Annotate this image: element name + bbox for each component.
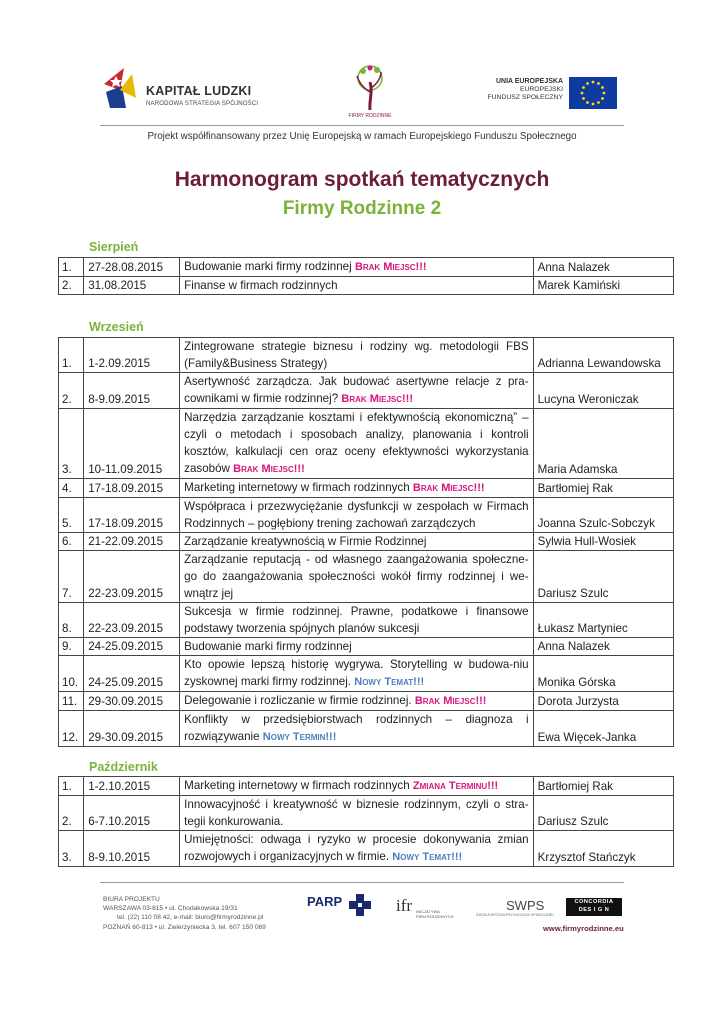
topic-text: Asertywność zarządcza. Jak budować asertywne relacje z pra-cownikami w firmie rodzinnej? [184,375,529,405]
footer-poznan: POZNAŃ 60-813 • ul. Zwierzyniecka 3, tel. 607 150 069 [103,923,266,931]
topic-text: Zarządzanie kreatywnością w Firmie Rodzinnej [184,535,427,548]
schedule-table-pazdziernik [58,776,674,867]
row-number: 2. [59,373,84,409]
footer-warszawa: WARSZAWA 03-815 • ul. Chodakowska 19/31 [103,905,238,913]
status-tag: Brak Miejsc!!! [412,482,485,494]
row-number: 1. [59,338,84,373]
topic-text: Narzędzia zarządzanie kosztami i efektywnością ekonomiczną” – czyli o metodach i sposobach analizy, planowania i kontroli kosztów, kalkulacji cen oraz oceny efektywności wykorzystania zasobów [184,411,529,475]
row-date: 22-23.09.2015 [84,603,180,638]
month-heading-pazdziernik: Październik [89,760,158,774]
kapital-ludzki-logo [102,64,272,124]
cofinancing-note: Projekt współfinansowany przez Unię Europejską w ramach Europejskiego Funduszu Społecznego [147,131,577,142]
page-subtitle: Firmy Rodzinne 2 [282,198,442,219]
table-row [59,479,674,498]
kapital-ludzki-emblem-icon [102,64,142,112]
row-number: 1. [59,258,84,277]
row-date: 22-23.09.2015 [84,551,180,603]
status-tag: Brak Miejsc!!! [233,463,305,475]
row-number: 1. [59,777,84,796]
swps-logo: SWPS [506,898,545,913]
concordia-logo [566,898,622,916]
row-speaker: Łukasz Martyniec [533,603,673,638]
row-number: 4. [59,479,84,498]
footer-biura: BIURA PROJEKTU [103,896,160,903]
row-date: 6-7.10.2015 [84,796,180,831]
row-number: 11. [59,692,84,711]
eu-line1: UNIA EUROPEJSKA [495,78,563,85]
row-date: 1-2.09.2015 [84,338,180,373]
table-row [59,373,674,409]
topic-text: Finanse w firmach rodzinnych [184,279,338,292]
table-row [59,409,674,479]
topic-text: Budowanie marki firmy rodzinnej [184,640,352,653]
topic-text: Budowanie marki firmy rodzinnej [184,260,352,273]
table-row [59,498,674,533]
concordia-line2: DES I G N [578,907,610,913]
row-topic [180,603,533,638]
table-row [59,656,674,692]
schedule-table-wrzesien [58,337,674,747]
website-link[interactable]: www.firmyrodzinne.eu [543,924,624,933]
row-number: 3. [59,409,84,479]
table-row [59,603,674,638]
topic-text: Sukcesja w firmie rodzinnej. Prawne, podatkowe i finansowe podstawy tworzenia spójnych planów sukcesji [184,605,529,635]
row-date: 27-28.08.2015 [84,258,180,277]
table-row [59,796,674,831]
topic-text: Kto opowie lepszą historię wygrywa. Storytelling w budowa-niu zyskownej marki firmy rodzinnej. [184,658,529,688]
table-row [59,638,674,656]
row-date: 8-9.10.2015 [84,831,180,867]
footer-divider [100,882,624,883]
row-speaker: Anna Nalazek [533,638,673,656]
row-number: 2. [59,277,84,295]
status-tag: Brak Miejsc!!! [354,261,427,273]
row-number: 3. [59,831,84,867]
row-number: 7. [59,551,84,603]
row-topic [180,711,533,747]
table-row [59,533,674,551]
row-speaker: Maria Adamska [533,409,673,479]
topic-text: Zarządzanie reputacją - od własnego zaangażowania społeczne-go do zaangażowania społeczności wokół firmy rodzinnej i we-wnątrz jej [184,553,529,600]
status-tag: Brak Miejsc!!! [341,393,413,405]
topic-text: Marketing internetowy w firmach rodzinnych [184,779,410,792]
row-topic [180,692,533,711]
swps-subtitle: SZKOŁA WYŻSZA PSYCHOLOGII SPOŁECZNEJ [476,913,554,917]
table-row [59,831,674,867]
row-speaker: Dorota Jurzysta [533,692,673,711]
row-number: 5. [59,498,84,533]
row-date: 8-9.09.2015 [84,373,180,409]
row-speaker: Lucyna Weroniczak [533,373,673,409]
ifr-logo: ifr [396,896,413,915]
eu-line3: FUNDUSZ SPOŁECZNY [487,94,563,101]
ifr-subtitle [416,909,454,919]
row-topic [180,338,533,373]
row-topic [180,533,533,551]
row-topic [180,831,533,867]
row-topic [180,373,533,409]
row-topic [180,796,533,831]
row-topic [180,409,533,479]
topic-text: Marketing internetowy w firmach rodzinnych [184,481,410,494]
month-heading-sierpien: Sierpień [89,240,139,254]
header-divider [100,125,624,126]
row-speaker: Joanna Szulc-Sobczyk [533,498,673,533]
row-date: 24-25.09.2015 [84,638,180,656]
kapital-ludzki-subtitle: NARODOWA STRATEGIA SPÓJNOŚCI [146,101,259,107]
eu-logo [487,78,617,108]
row-topic [180,551,533,603]
table-row [59,692,674,711]
table-row [59,777,674,796]
row-date: 17-18.09.2015 [84,498,180,533]
firmy-rodzinne-label: FIRMY RODZINNE [348,113,392,119]
row-speaker: Marek Kamiński [533,277,673,295]
firmy-rodzinne-logo [335,62,405,124]
ifr-sub2: FIRM RODZINNYCH [416,914,454,919]
topic-text: Umiejętności: odwaga i ryzyko w procesie dokonywania zmian rozwojowych i organizacyjnych w firmie. [184,833,529,863]
status-tag: Brak Miejsc!!! [414,695,487,707]
row-speaker: Adrianna Lewandowska [533,338,673,373]
month-heading-wrzesien: Wrzesień [89,320,144,334]
footer-address [103,895,266,932]
row-date: 17-18.09.2015 [84,479,180,498]
table-row [59,277,674,295]
topic-text: Współpraca i przezwyciężanie dysfunkcji w zespołach w Firmach Rodzinnych – pogłębiony trening zachowań zarządczych [184,500,529,530]
row-topic [180,258,533,277]
row-date: 29-30.09.2015 [84,692,180,711]
topic-text: Delegowanie i rozliczanie w firmie rodzinnej. [184,694,412,707]
row-topic [180,638,533,656]
family-tree-icon [335,62,405,114]
topic-text: Zintegrowane strategie biznesu i rodziny wg. metodologii FBS (Family&Business Strategy) [184,340,529,370]
row-topic [180,498,533,533]
row-number: 9. [59,638,84,656]
concordia-line1: CONCORDIA [574,899,614,905]
table-row [59,711,674,747]
table-row [59,338,674,373]
row-speaker: Anna Nalazek [533,258,673,277]
row-speaker: Bartłomiej Rak [533,777,673,796]
row-number: 2. [59,796,84,831]
status-tag: Zmiana Terminu!!! [412,780,499,792]
footer-tel: tel. (22) 110 08 42, e-mail: biuro@firmyrodzinne.pl [117,914,264,922]
parp-logo: PARP [307,894,343,909]
status-tag: Nowy Termin!!! [262,731,337,743]
row-date: 29-30.09.2015 [84,711,180,747]
row-number: 6. [59,533,84,551]
parp-mark-icon [349,894,371,921]
page-title: Harmonogram spotkań tematycznych [174,168,550,191]
ifr-sub1: INICJATYWA [416,909,440,914]
row-topic [180,277,533,295]
eu-flag-icon [569,77,617,109]
topic-text: Konflikty w przedsiębiorstwach rodzinnych – diagnoza i rozwiązywanie [184,713,529,743]
row-number: 8. [59,603,84,638]
row-speaker: Bartłomiej Rak [533,479,673,498]
row-date: 1-2.10.2015 [84,777,180,796]
schedule-table-sierpien [58,257,674,295]
kapital-ludzki-title: KAPITAŁ LUDZKI [146,84,252,98]
status-tag: Nowy Temat!!! [354,676,425,688]
row-number: 10. [59,656,84,692]
row-speaker: Sylwia Hull-Wosiek [533,533,673,551]
row-date: 31.08.2015 [84,277,180,295]
row-date: 10-11.09.2015 [84,409,180,479]
row-speaker: Monika Górska [533,656,673,692]
eu-line2: EUROPEJSKI [519,86,563,93]
row-topic [180,479,533,498]
eu-text [487,78,563,102]
row-number: 12. [59,711,84,747]
page-header [0,0,724,150]
topic-text: Innowacyjność i kreatywność w biznesie rodzinnym, czyli o stra-tegii konkurowania. [184,798,529,828]
table-row [59,258,674,277]
row-speaker: Krzysztof Stańczyk [533,831,673,867]
row-topic [180,656,533,692]
row-date: 24-25.09.2015 [84,656,180,692]
row-topic [180,777,533,796]
row-speaker: Dariusz Szulc [533,796,673,831]
row-speaker: Ewa Więcek-Janka [533,711,673,747]
row-speaker: Dariusz Szulc [533,551,673,603]
table-row [59,551,674,603]
row-date: 21-22.09.2015 [84,533,180,551]
status-tag: Nowy Temat!!! [392,851,463,863]
